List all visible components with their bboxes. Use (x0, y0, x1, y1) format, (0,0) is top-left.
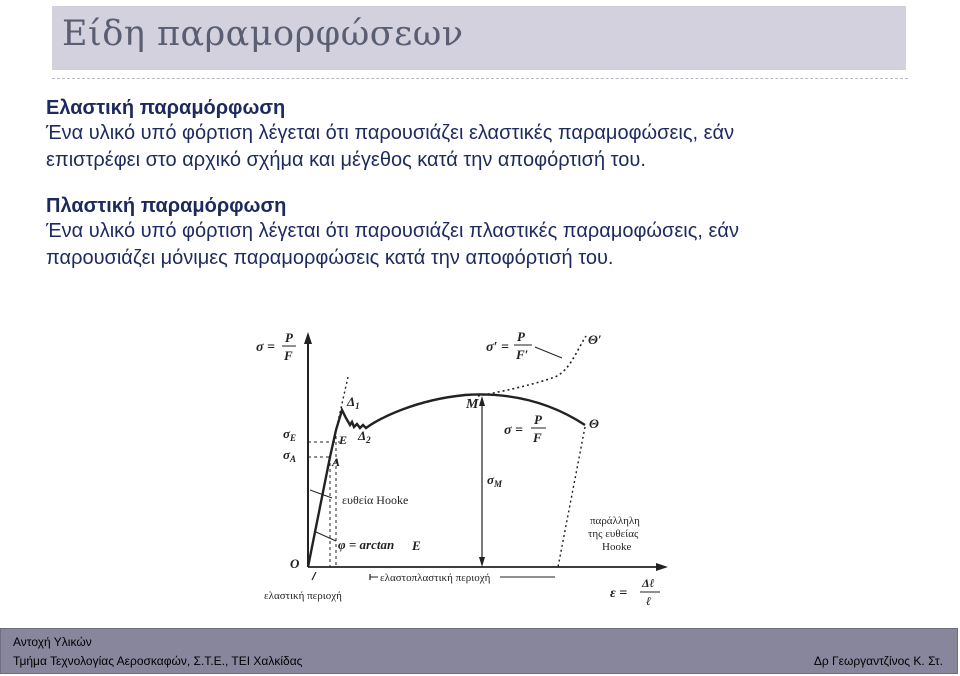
leader-line (316, 532, 336, 541)
sigma-eq-label-2: σ = (504, 423, 524, 438)
theta-prime-label: Θ′ (588, 332, 602, 347)
F-label: F (533, 430, 542, 445)
origin-label: O (290, 556, 300, 571)
title-bar (52, 6, 906, 70)
leader-line (535, 347, 562, 358)
slide-title: Είδη παραμορφώσεων (62, 14, 464, 54)
epsilon-axis-arrow (656, 563, 668, 571)
section-plastic (46, 194, 916, 272)
region-tick (312, 572, 316, 580)
sigma-a-label: $\sigma_A$ (283, 447, 297, 464)
sigma-m-arrowhead-bottom (479, 557, 485, 567)
E-point-label: E (339, 433, 348, 447)
section-text-line: επιστρέφει στο αρχικό σχήμα και μέγεθος κατά την αποφόρτισή του. (46, 149, 646, 171)
elastoplastic-region-label: ελαστοπλαστική περιοχή (380, 572, 491, 584)
parallel-label-1: παράλληλη (590, 515, 640, 527)
section-text-line: Ένα υλικό υπό φόρτιση λέγεται ότι παρουσιάζει πλαστικές παραμοφώσεις, εάν (46, 220, 739, 242)
elastic-region-label: ελαστική περιοχή (264, 590, 342, 602)
footer-department: Τμήμα Τεχνολογίας Αεροσκαφών, Σ.Τ.Ε., ΤΕΙ Χαλκίδας (13, 654, 303, 668)
sigma-e-label: $\sigma_E$ (283, 426, 297, 443)
footer-course: Αντοχή Υλικών (13, 635, 92, 649)
F-prime-label: F′ (516, 347, 529, 362)
delta-l-label: Δℓ (642, 576, 655, 590)
sigma-axis-arrow (304, 332, 312, 344)
title-divider (52, 78, 908, 79)
l-label: ℓ (646, 594, 652, 608)
A-point-label: A (332, 455, 341, 469)
epsilon-eq-label: ε = (610, 586, 628, 601)
stress-strain-diagram (250, 322, 670, 612)
section-text-line: Ένα υλικό υπό φόρτιση λέγεται ότι παρουσιάζει ελαστικές παραμοφώσεις, εάν (46, 122, 735, 144)
P-label: P (534, 412, 542, 427)
section-heading: Πλαστική παραμόρφωση (46, 195, 287, 217)
sigma-m-arrowhead-top (479, 396, 485, 406)
phi-label: φ = arctan (338, 537, 395, 552)
P-label: P (285, 330, 293, 345)
hooke-line-label: ευθεία Hooke (342, 493, 409, 507)
unloading-line (558, 427, 585, 567)
section-heading: Ελαστική παραμόρφωση (46, 97, 286, 119)
section-elastic (46, 96, 916, 174)
F-label: F (284, 348, 293, 363)
M-label: M (466, 397, 479, 412)
slide-content (46, 96, 916, 272)
P-label: P (517, 329, 525, 344)
section-text-line: παρουσιάζει μόνιμες παραμορφώσεις κατά την αποφόρτισή του. (46, 247, 614, 269)
parallel-label-3: Hooke (602, 541, 632, 553)
delta1-label: $\Delta_1$ (347, 394, 360, 411)
sigma-prime-label: σ′ = (486, 340, 509, 355)
stress-strain-svg (250, 322, 670, 612)
phi-E-label: E (412, 538, 421, 553)
footer-bar (0, 628, 958, 674)
sigma-m-label: $\sigma_M$ (487, 472, 503, 489)
parallel-label-2: της ευθείας (588, 528, 639, 540)
footer-author: Δρ Γεωργαντζίνος Κ. Στ. (813, 654, 943, 668)
sigma-eq-label: σ = (256, 340, 276, 355)
delta2-label: $\Delta_2$ (358, 428, 371, 445)
theta-label: Θ (589, 416, 599, 431)
